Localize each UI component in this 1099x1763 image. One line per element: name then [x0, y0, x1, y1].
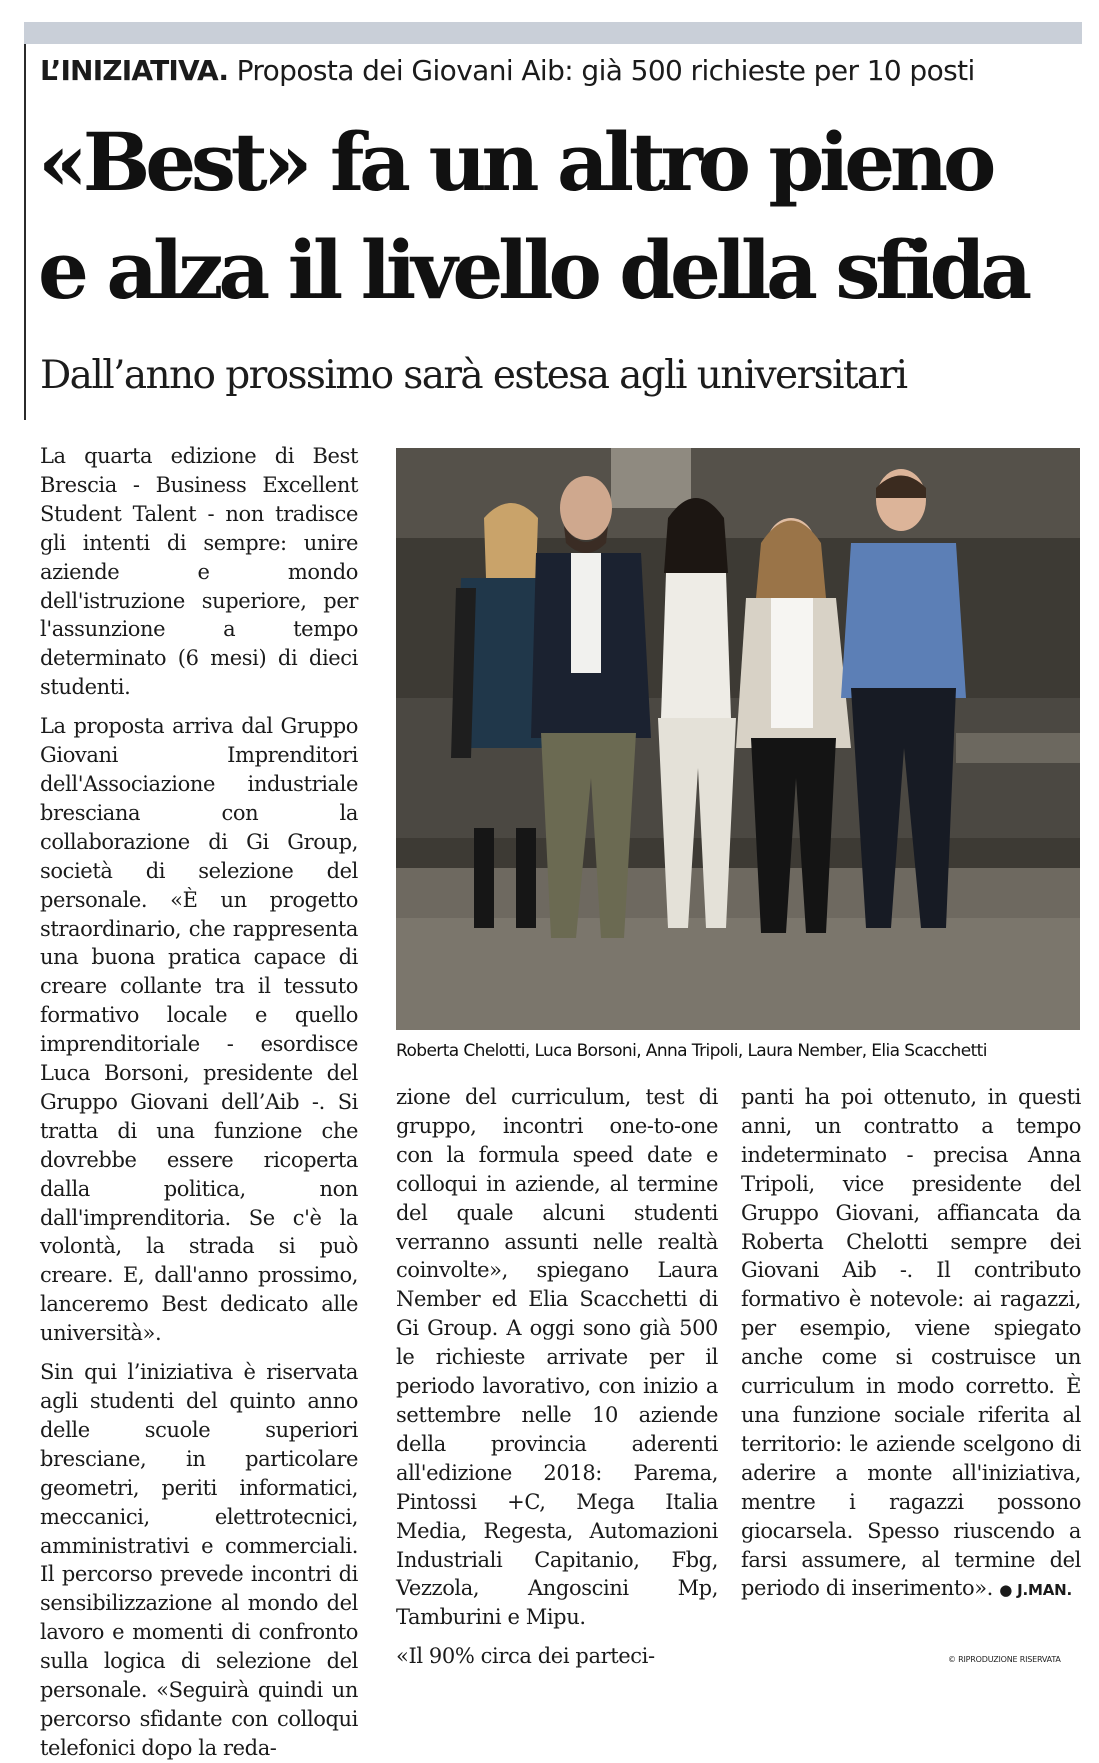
headline-line-1: «Best» fa un altro pieno: [38, 115, 992, 209]
paragraph: «Il 90% circa dei parteci-: [396, 1644, 655, 1669]
photo-caption: Roberta Chelotti, Luca Borsoni, Anna Tripoli, Laura Nember, Elia Scacchetti: [396, 1041, 987, 1061]
article-column-1: [40, 442, 358, 1763]
paragraph-text: panti ha poi ottenuto, in questi anni, un contratto a tempo indeterminato - precisa Anna Tripoli, vice presidente del Gruppo Giovani, affiancata da Roberta Chelotti sempre dei Giovani Aib -. Il contributo formativo è notevole: ai ragazzi, per esempio, viene spiegato anche come si costruisce un curriculum in modo corretto. È una funzione sociale riferita al territorio: le aziende scelgono di aderire a monte all'iniziativa, mentre i ragazzi possono giocarsela. Spesso riuscendo a farsi assumere, al termine del periodo di inserimento».: [741, 1085, 1081, 1601]
paragraph: La proposta arriva dal Gruppo Giovani Imprenditori dell'Associazione industriale bresciana con la collaborazione di Gi Group, società di selezione del personale. «È un progetto straordinario, che rappresenta una buona pratica capace di creare collante tra il tessuto formativo locale e quello imprenditoriale - esordisce Luca Borsoni, presidente del Gruppo Giovani dell’Aib -. Si tratta di una funzione che dovrebbe essere ricoperta dalla politica, non dall'imprenditoria. Se c'è la volontà, la strada si può creare. E, dall'anno prossimo, lanceremo Best dedicato alle università».: [40, 714, 358, 1346]
article-column-2: [396, 1083, 718, 1671]
kicker-label: L’INIZIATIVA.: [40, 54, 229, 87]
headline: [38, 108, 1098, 324]
kicker-text: Proposta dei Giovani Aib: già 500 richieste per 10 posti: [236, 54, 975, 87]
group-photo: [396, 448, 1080, 1030]
kicker: [40, 54, 1090, 87]
copyright-notice: © RIPRODUZIONE RISERVATA: [948, 1655, 1061, 1664]
header-rule: [24, 44, 26, 420]
subheadline: Dall’anno prossimo sarà estesa agli universitari: [40, 353, 907, 398]
paragraph: zione del curriculum, test di gruppo, incontri one-to-one con la formula speed date e colloqui in aziende, al termine del quale alcuni studenti verranno assunti nelle realtà coinvolte», spiegano Laura Nember ed Elia Scacchetti di Gi Group. A oggi sono già 500 le richieste arrivate per il periodo lavorativo, con inizio a settembre nelle 10 aziende della provincia aderenti all'edizione 2018: Parema, Pintossi +C, Mega Italia Media, Regesta, Automazioni Industriali Capitanio, Fbg, Vezzola, Angoscini Mp, Tamburini e Mipu.: [396, 1085, 718, 1630]
author-signature: ● J.MAN.: [999, 1581, 1072, 1600]
paragraph: Sin qui l’iniziativa è riservata agli studenti del quinto anno delle scuole superiori bresciane, in particolare geometri, periti informatici, meccanici, elettrotecnici, amministrativi e commerciali. Il percorso prevede incontri di sensibilizzazione al mondo del lavoro e momenti di confronto sulla logica di selezione del personale. «Seguirà quindi un percorso sfidante con colloqui telefonici dopo la reda-: [40, 1360, 358, 1760]
top-color-bar: [24, 22, 1082, 44]
paragraph: [741, 1083, 1081, 1605]
paragraph: La quarta edizione di Best Brescia - Business Excellent Student Talent - non tradisce gli intenti di sempre: unire aziende e mondo dell'istruzione superiore, per l'assunzione a tempo determinato (6 mesi) di dieci studenti.: [40, 444, 358, 700]
article-column-3: [741, 1083, 1081, 1605]
group-photo-image: [396, 448, 1080, 1030]
headline-line-2: e alza il livello della sfida: [38, 223, 1028, 317]
